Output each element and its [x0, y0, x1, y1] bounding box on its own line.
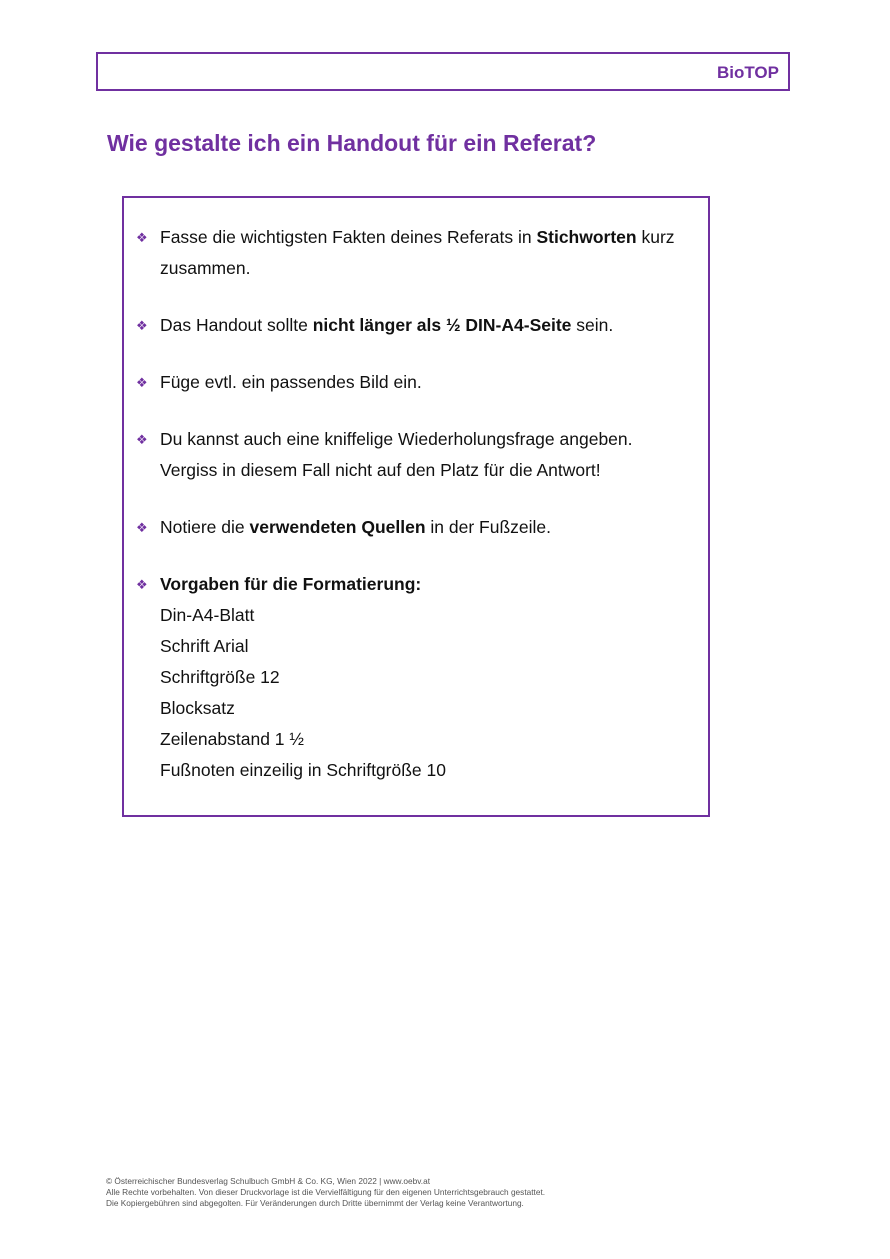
item-line: Du kannst auch eine kniffelige Wiederholungsfrage angeben. [160, 429, 633, 449]
item-bold-text: Stichworten [536, 227, 637, 247]
diamond-bullet-icon: ❖ [136, 432, 148, 447]
diamond-bullet-icon: ❖ [136, 318, 148, 333]
formatting-rule: Fußnoten einzeilig in Schriftgröße 10 [160, 760, 446, 780]
formatting-rule: Schrift Arial [160, 636, 249, 656]
list-item [134, 222, 694, 284]
list-item [134, 367, 694, 398]
list-item [134, 569, 694, 786]
footer-line: Alle Rechte vorbehalten. Von dieser Druckvorlage ist die Vervielfältigung für den eigenen Unterrichtsgebrauch gestattet. [106, 1187, 546, 1197]
diamond-bullet-icon: ❖ [136, 230, 148, 245]
tips-box [122, 196, 710, 817]
item-line: Vergiss in diesem Fall nicht auf den Platz für die Antwort! [160, 460, 601, 480]
formatting-rule: Blocksatz [160, 698, 235, 718]
formatting-heading: Vorgaben für die Formatierung: [160, 574, 422, 594]
item-bold-text: nicht länger als ½ DIN-A4-Seite [312, 315, 572, 335]
brand-label: BioTOP [716, 63, 779, 82]
copyright-footer [106, 1176, 545, 1209]
item-text: Fasse die wichtigsten Fakten deines Referats in [160, 227, 537, 247]
item-line [160, 310, 694, 341]
footer-line: © Österreichischer Bundesverlag Schulbuch GmbH & Co. KG, Wien 2022 | www.oebv.at [106, 1176, 430, 1186]
item-line: zusammen. [160, 258, 251, 278]
item-line [160, 512, 694, 543]
list-item [134, 424, 694, 486]
formatting-rule: Schriftgröße 12 [160, 667, 280, 687]
page-title: Wie gestalte ich ein Handout für ein Referat? [107, 130, 597, 156]
item-line: Füge evtl. ein passendes Bild ein. [160, 372, 422, 392]
header-bar [96, 52, 790, 91]
item-text: in der Fußzeile. [425, 517, 551, 537]
diamond-bullet-icon: ❖ [136, 375, 148, 390]
item-bold-text: verwendeten Quellen [249, 517, 426, 537]
item-text: sein. [571, 315, 614, 335]
item-text: Das Handout sollte [160, 315, 313, 335]
item-text: Notiere die [160, 517, 250, 537]
list-item [134, 512, 694, 543]
tips-list [134, 222, 694, 786]
formatting-rule: Zeilenabstand 1 ½ [160, 729, 304, 749]
list-item [134, 310, 694, 341]
formatting-rule: Din-A4-Blatt [160, 605, 255, 625]
footer-line: Die Kopiergebühren sind abgegolten. Für Veränderungen durch Dritte übernimmt der Verlag keine Verantwortung. [106, 1198, 524, 1208]
item-line [160, 222, 694, 253]
diamond-bullet-icon: ❖ [136, 520, 148, 535]
item-text: kurz [636, 227, 675, 247]
diamond-bullet-icon: ❖ [136, 577, 148, 592]
